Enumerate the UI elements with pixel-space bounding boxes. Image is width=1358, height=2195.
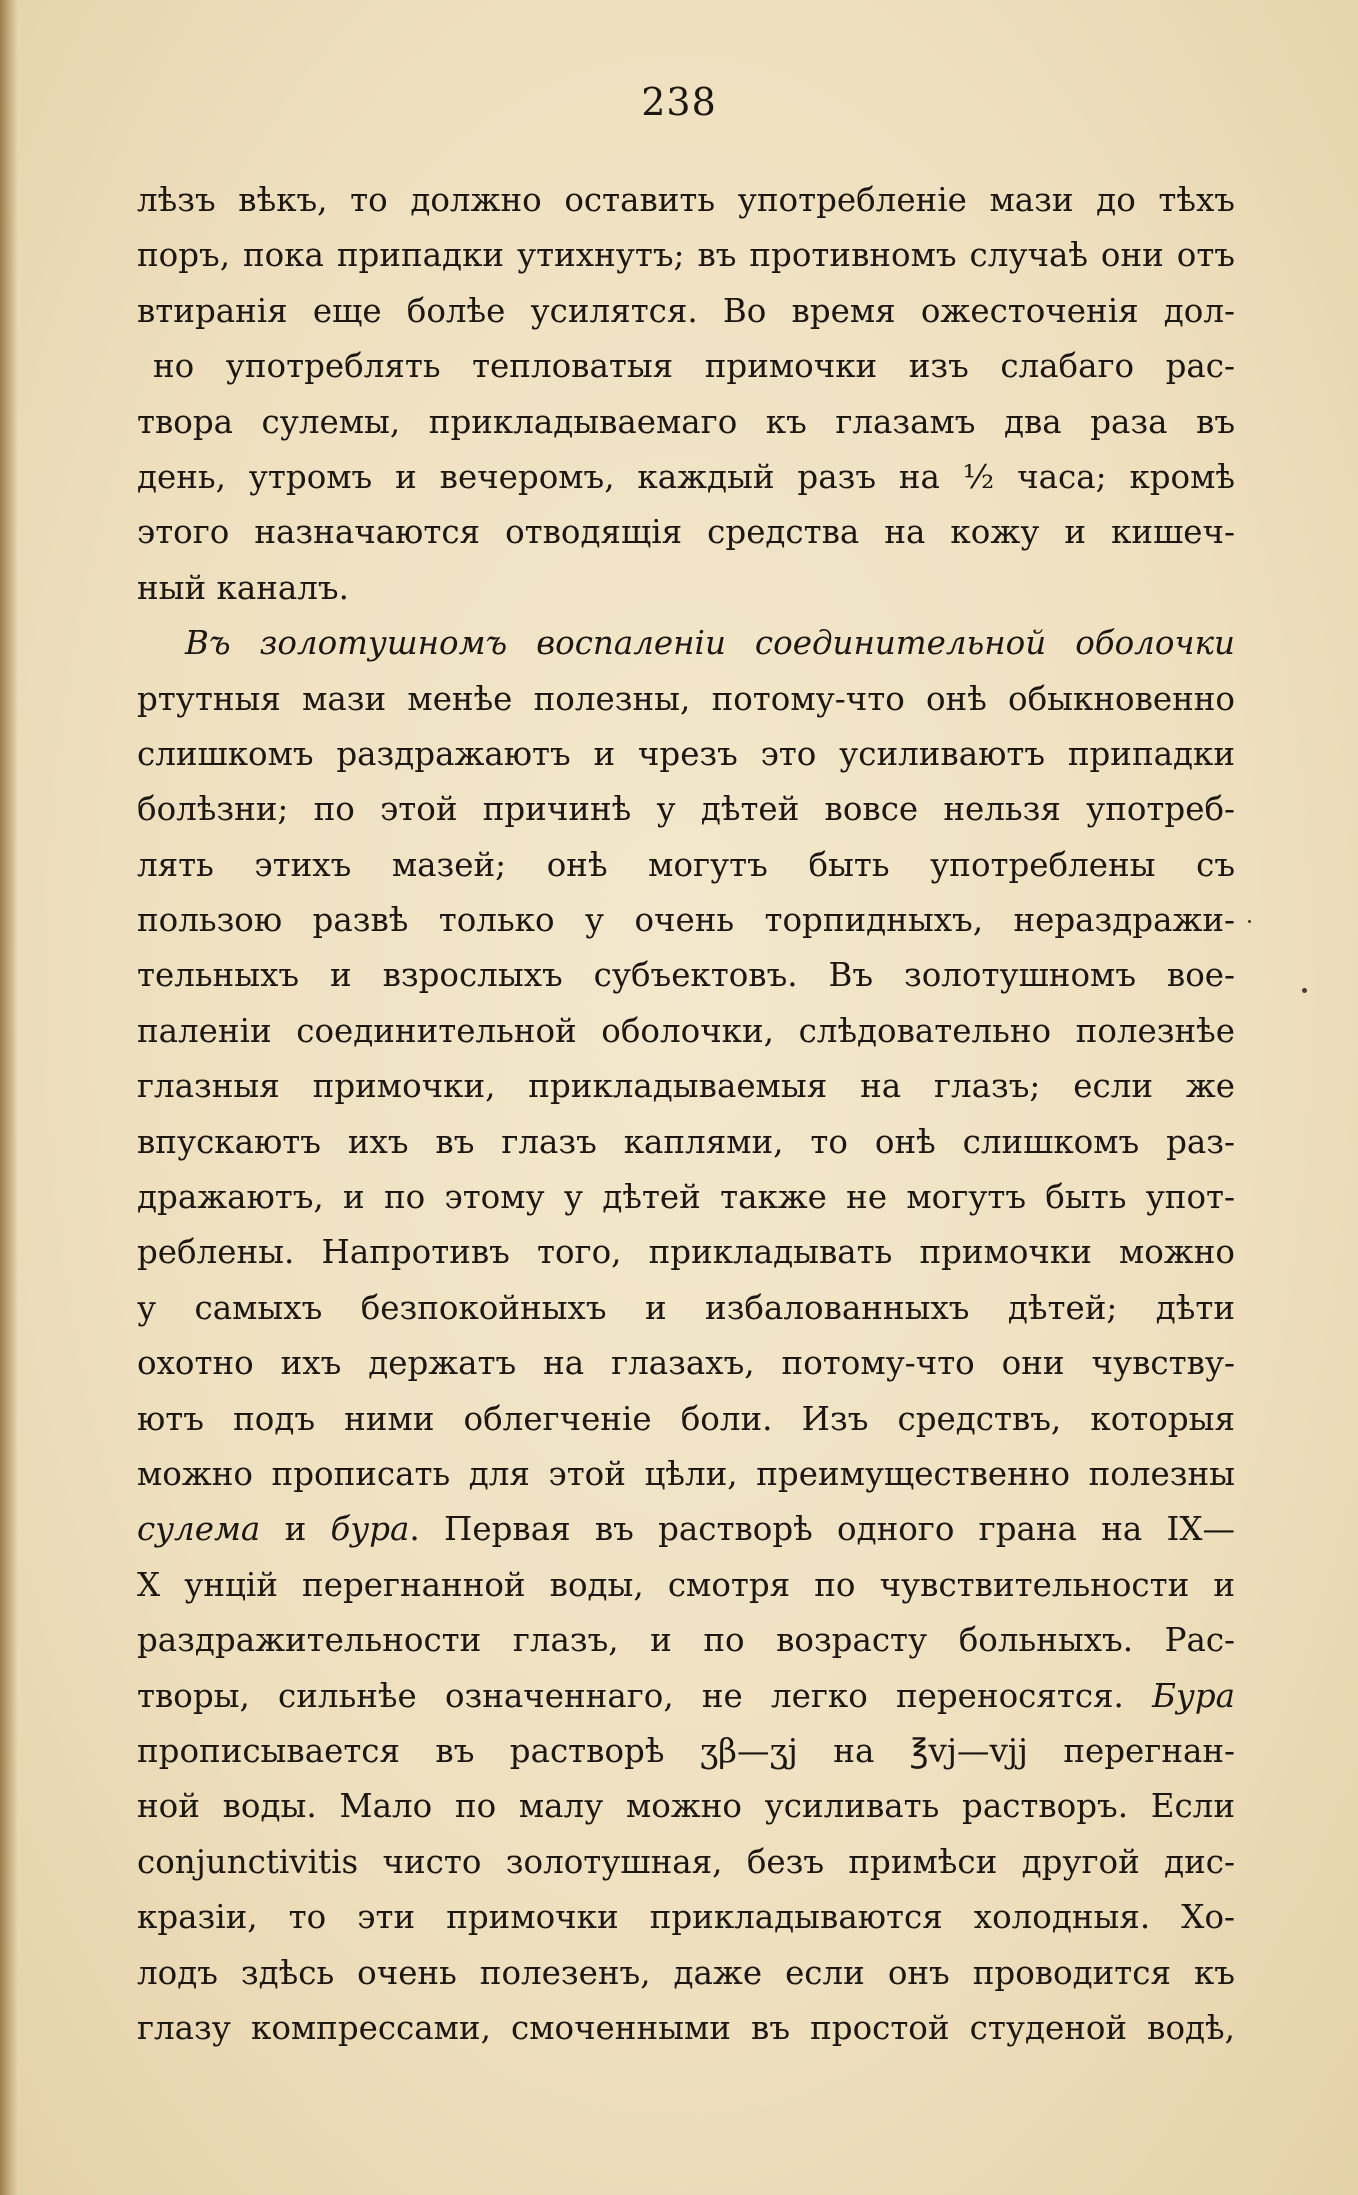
- italic-heading-line: Въ золотушномъ воспаленіи соединительной оболочки: [185, 624, 1235, 663]
- text-line: творы, сильнѣе означеннаго, не легко переносятся. Бура: [137, 1676, 1235, 1715]
- text-line: дражаютъ, и по этому у дѣтей также не могутъ быть упот-: [137, 1178, 1235, 1217]
- paper-speck: [1248, 920, 1251, 923]
- text-line: прописывается въ растворѣ ʒβ—ʒj на ℥vj—vjj перегнан-: [137, 1731, 1235, 1770]
- text-line: лѣзъ вѣкъ, то должно оставить употребленіе мази до тѣхъ: [137, 181, 1235, 219]
- text-line: этого назначаются отводящія средства на кожу и кишеч-: [137, 513, 1235, 552]
- text-line: глазныя примочки, прикладываемыя на глазъ; если же: [137, 1067, 1235, 1106]
- text-line: ной воды. Мало по малу можно усиливать растворъ. Если: [137, 1787, 1235, 1826]
- text-line: болѣзни; по этой причинѣ у дѣтей вовсе нельзя употреб-: [137, 790, 1235, 829]
- text-line: твора сулемы, прикладываемаго къ глазамъ два раза въ: [137, 402, 1235, 441]
- text-line: поръ, пока припадки утихнутъ; въ противномъ случаѣ они отъ: [137, 236, 1235, 275]
- text-line: X унцій перегнанной воды, смотря по чувствительности и: [137, 1565, 1235, 1604]
- text-line: впускаютъ ихъ въ глазъ каплями, то онѣ слишкомъ раз-: [137, 1122, 1235, 1161]
- text-line: день, утромъ и вечеромъ, каждый разъ на ½ часа; кромѣ: [137, 457, 1235, 496]
- text-line: ютъ подъ ними облегченіе боли. Изъ средствъ, которыя: [137, 1399, 1235, 1438]
- body-text: [137, 173, 1235, 2056]
- text-line: у самыхъ безпокойныхъ и избалованныхъ дѣтей; дѣти: [137, 1288, 1235, 1327]
- text-line: паленіи соединительной оболочки, слѣдовательно полезнѣе: [137, 1011, 1235, 1050]
- text-line: ный каналъ.: [137, 568, 349, 607]
- text-line: conjunctivitis чисто золотушная, безъ примѣси другой дис-: [137, 1842, 1235, 1881]
- text-line: реблены. Напротивъ того, прикладывать примочки можно: [137, 1233, 1235, 1272]
- text-line: охотно ихъ держатъ на глазахъ, потому-что они чувству-: [137, 1344, 1235, 1383]
- text-line: слишкомъ раздражаютъ и чрезъ это усиливаютъ припадки: [137, 734, 1235, 773]
- text-line: можно прописать для этой цѣли, преимущественно полезны: [137, 1454, 1235, 1493]
- paper-speck: [1302, 988, 1307, 993]
- text-line: но употреблять тепловатыя примочки изъ слабаго рас-: [153, 347, 1235, 386]
- text-line: лодъ здѣсь очень полезенъ, даже если онъ проводится къ: [137, 1953, 1235, 1992]
- page-number: 238: [641, 80, 717, 124]
- text-line: тельныхъ и взрослыхъ субъектовъ. Въ золотушномъ вое-: [137, 956, 1235, 995]
- text-line: кразіи, то эти примочки прикладываются холодныя. Хо-: [137, 1898, 1235, 1937]
- text-line: сулема и бура. Первая въ растворѣ одного грана на IX—: [137, 1510, 1235, 1549]
- text-line: раздражительности глазъ, и по возрасту больныхъ. Рас-: [137, 1621, 1235, 1660]
- text-line: пользою развѣ только у очень торпидныхъ, нераздражи-: [137, 901, 1235, 940]
- page-spine-shadow: [0, 0, 18, 2195]
- text-line: лять этихъ мазей; онѣ могутъ быть употреблены съ: [137, 845, 1235, 884]
- text-line: ртутныя мази менѣе полезны, потому-что онѣ обыкновенно: [137, 679, 1235, 718]
- text-line: втиранія еще болѣе усилятся. Во время ожесточенія дол-: [137, 291, 1235, 330]
- text-line: глазу компрессами, смоченными въ простой студеной водѣ,: [137, 2008, 1235, 2047]
